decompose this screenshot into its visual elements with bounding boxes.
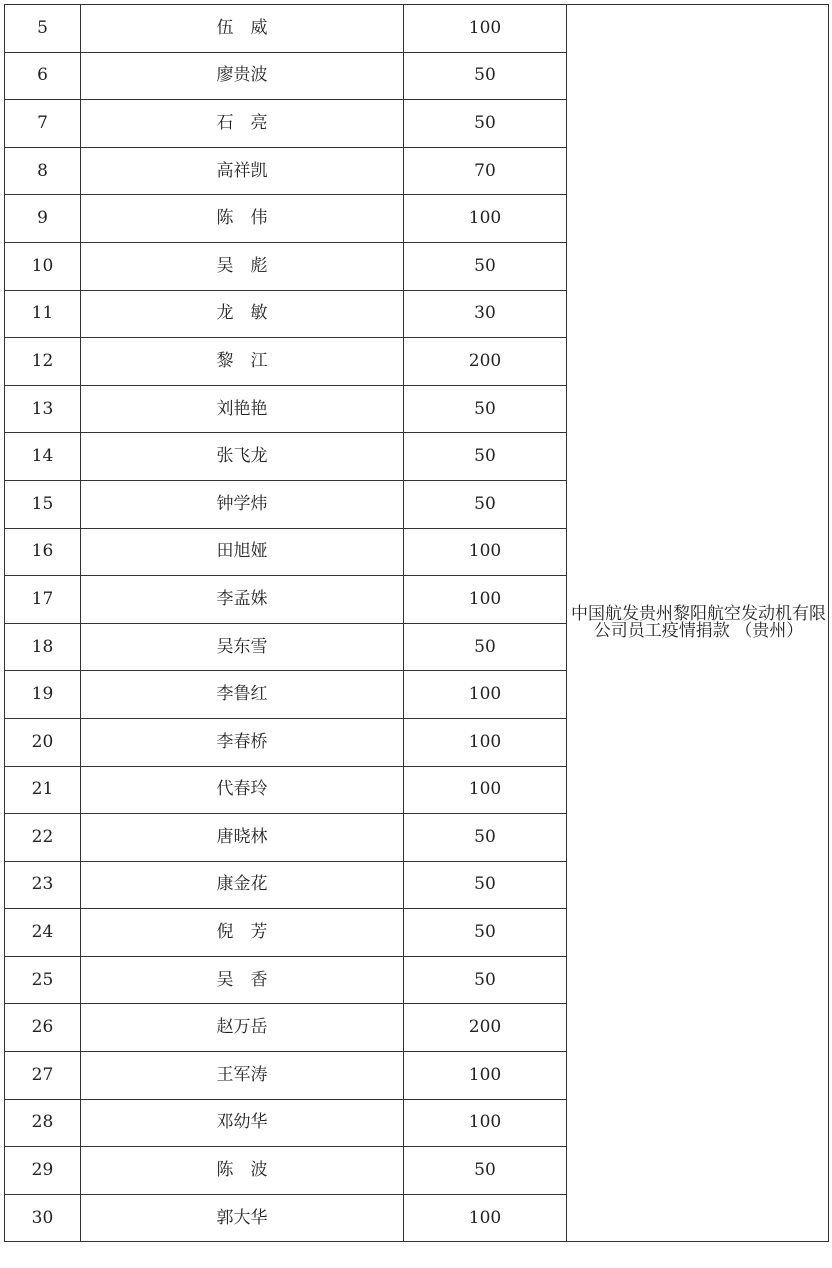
donation-amount-cell: 70 xyxy=(404,147,567,195)
row-number-cell: 17 xyxy=(5,576,81,624)
row-number-cell: 8 xyxy=(5,147,81,195)
donor-name-cell: 李鲁红 xyxy=(81,671,404,719)
row-number-cell: 26 xyxy=(5,1004,81,1052)
donation-table xyxy=(4,4,829,1242)
donation-amount-cell: 50 xyxy=(404,385,567,433)
row-number-cell: 24 xyxy=(5,909,81,957)
donor-name-cell: 陈 波 xyxy=(81,1147,404,1195)
row-number-cell: 5 xyxy=(5,5,81,53)
donation-amount-cell: 100 xyxy=(404,718,567,766)
donor-name-cell: 黎 江 xyxy=(81,338,404,386)
row-number-cell: 16 xyxy=(5,528,81,576)
donation-amount-cell: 200 xyxy=(404,1004,567,1052)
row-number-cell: 6 xyxy=(5,52,81,100)
donation-amount-cell: 100 xyxy=(404,528,567,576)
row-number-cell: 27 xyxy=(5,1052,81,1100)
donor-name-cell: 吴 彪 xyxy=(81,242,404,290)
donor-name-cell: 赵万岳 xyxy=(81,1004,404,1052)
row-number-cell: 28 xyxy=(5,1099,81,1147)
donation-amount-cell: 100 xyxy=(404,1099,567,1147)
donor-name-cell: 郭大华 xyxy=(81,1194,404,1242)
donor-name-cell: 龙 敏 xyxy=(81,290,404,338)
donor-name-cell: 陈 伟 xyxy=(81,195,404,243)
donor-name-cell: 伍 威 xyxy=(81,5,404,53)
row-number-cell: 20 xyxy=(5,718,81,766)
row-number-cell: 15 xyxy=(5,480,81,528)
donor-name-cell: 代春玲 xyxy=(81,766,404,814)
donor-name-cell: 钟学炜 xyxy=(81,480,404,528)
donation-amount-cell: 50 xyxy=(404,433,567,481)
donation-amount-cell: 50 xyxy=(404,623,567,671)
row-number-cell: 11 xyxy=(5,290,81,338)
donor-name-cell: 唐晓林 xyxy=(81,814,404,862)
donor-name-cell: 吴 香 xyxy=(81,956,404,1004)
donation-amount-cell: 50 xyxy=(404,814,567,862)
donation-amount-cell: 100 xyxy=(404,1194,567,1242)
donor-name-cell: 廖贵波 xyxy=(81,52,404,100)
donor-name-cell: 王军涛 xyxy=(81,1052,404,1100)
donation-amount-cell: 50 xyxy=(404,909,567,957)
donation-amount-cell: 50 xyxy=(404,956,567,1004)
table-row xyxy=(5,5,829,53)
donor-name-cell: 邓幼华 xyxy=(81,1099,404,1147)
donation-amount-cell: 100 xyxy=(404,5,567,53)
donation-amount-cell: 100 xyxy=(404,195,567,243)
donation-amount-cell: 50 xyxy=(404,52,567,100)
donor-name-cell: 张飞龙 xyxy=(81,433,404,481)
donor-name-cell: 田旭娅 xyxy=(81,528,404,576)
donation-amount-cell: 200 xyxy=(404,338,567,386)
donor-name-cell: 李春桥 xyxy=(81,718,404,766)
row-number-cell: 29 xyxy=(5,1147,81,1195)
donor-organization-cell: 中国航发贵州黎阳航空发动机有限公司员工疫情捐款 （贵州） xyxy=(567,5,829,1242)
table-body xyxy=(5,5,829,1242)
donor-name-cell: 石 亮 xyxy=(81,100,404,148)
donor-name-cell: 李孟姝 xyxy=(81,576,404,624)
row-number-cell: 18 xyxy=(5,623,81,671)
row-number-cell: 23 xyxy=(5,861,81,909)
donor-name-cell: 刘艳艳 xyxy=(81,385,404,433)
donation-amount-cell: 100 xyxy=(404,576,567,624)
donation-amount-cell: 50 xyxy=(404,242,567,290)
row-number-cell: 10 xyxy=(5,242,81,290)
donor-name-cell: 吴东雪 xyxy=(81,623,404,671)
donation-amount-cell: 50 xyxy=(404,861,567,909)
row-number-cell: 14 xyxy=(5,433,81,481)
row-number-cell: 30 xyxy=(5,1194,81,1242)
row-number-cell: 12 xyxy=(5,338,81,386)
row-number-cell: 9 xyxy=(5,195,81,243)
donation-amount-cell: 100 xyxy=(404,671,567,719)
row-number-cell: 7 xyxy=(5,100,81,148)
row-number-cell: 22 xyxy=(5,814,81,862)
donor-name-cell: 倪 芳 xyxy=(81,909,404,957)
donation-amount-cell: 100 xyxy=(404,1052,567,1100)
donation-amount-cell: 50 xyxy=(404,1147,567,1195)
row-number-cell: 25 xyxy=(5,956,81,1004)
donation-amount-cell: 50 xyxy=(404,480,567,528)
row-number-cell: 21 xyxy=(5,766,81,814)
donation-amount-cell: 50 xyxy=(404,100,567,148)
donation-amount-cell: 30 xyxy=(404,290,567,338)
row-number-cell: 19 xyxy=(5,671,81,719)
donation-amount-cell: 100 xyxy=(404,766,567,814)
row-number-cell: 13 xyxy=(5,385,81,433)
donor-name-cell: 康金花 xyxy=(81,861,404,909)
donor-name-cell: 高祥凯 xyxy=(81,147,404,195)
